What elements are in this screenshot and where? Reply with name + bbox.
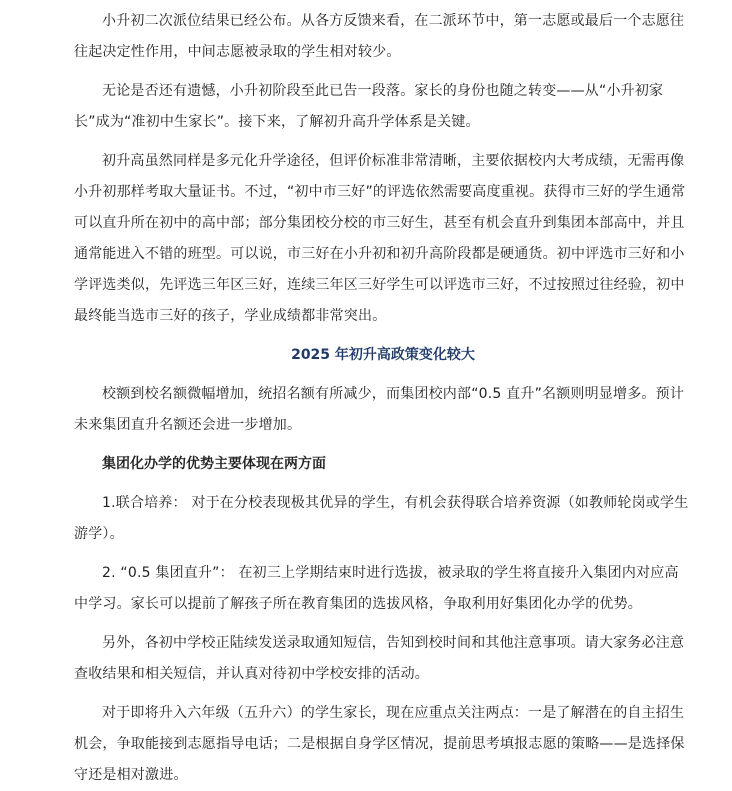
- paragraph-second-lottery-results: 小升初二次派位结果已经公布。从各方反馈来看，在二派环节中，第一志愿或最后一个志愿往往起决定性作用，中间志愿被录取的学生相对较少。: [74, 13, 685, 60]
- paragraph-admission-notices: 另外，各初中学校正陆续发送录取通知短信，告知到校时间和其他注意事项。请大家务必注意查收结果和相关短信，并认真对待初中学校安排的活动。: [74, 635, 685, 682]
- paragraph-grade-six-advice: 对于即将升入六年级（五升六）的学生家长，现在应重点关注两点：一是了解潜在的自主招生机会，争取能接到志愿指导电话；二是根据自身学区情况，提前思考填报志愿的策略——是选择保守还是相对激进。: [74, 705, 685, 783]
- paragraph-parent-role-change: 无论是否还有遗憾，小升初阶段至此已告一段落。家长的身份也随之转变——从“小升初家长”成为“准初中生家长”。接下来，了解初升高升学体系是关键。: [74, 83, 664, 130]
- paragraph-joint-training: 1.联合培养： 对于在分校表现极其优异的学生，有机会获得联合培养资源（如教师轮岗或学生游学）。: [74, 495, 689, 542]
- section-heading-policy-change: 2025 年初升高政策变化较大: [291, 347, 475, 363]
- paragraph-group-direct-promotion: 2. “0.5 集团直升”： 在初三上学期结束时进行选拔，被录取的学生将直接升入集团内对应高中学习。家长可以提前了解孩子所在教育集团的选拔风格，争取利用好集团化办学的优势。: [74, 565, 679, 612]
- paragraph-high-school-admission: 初升高虽然同样是多元化升学途径，但评价标准非常清晰，主要依据校内大考成绩，无需再像小升初那样考取大量证书。不过，“初中市三好”的评选依然需要高度重视。获得市三好的学生通常可以直升所在初中的高中部；部分集团校分校的市三好生，甚至有机会直升到集团本部高中，并且通常能进入不错的班型。可以说，市三好在小升初和初升高阶段都是硬通货。初中评选市三好和小学评选类似，先评选三年区三好，连续三年区三好学生可以评选市三好，不过按照过往经验，初中最终能当选市三好的孩子，学业成绩都非常突出。: [74, 153, 686, 324]
- paragraph-quota-changes: 校额到校名额微幅增加，统招名额有所减少，而集团校内部“0.5 直升”名额则明显增多。预计未来集团直升名额还会进一步增加。: [74, 386, 685, 433]
- section-heading-group-advantages: 集团化办学的优势主要体现在两方面: [102, 456, 326, 472]
